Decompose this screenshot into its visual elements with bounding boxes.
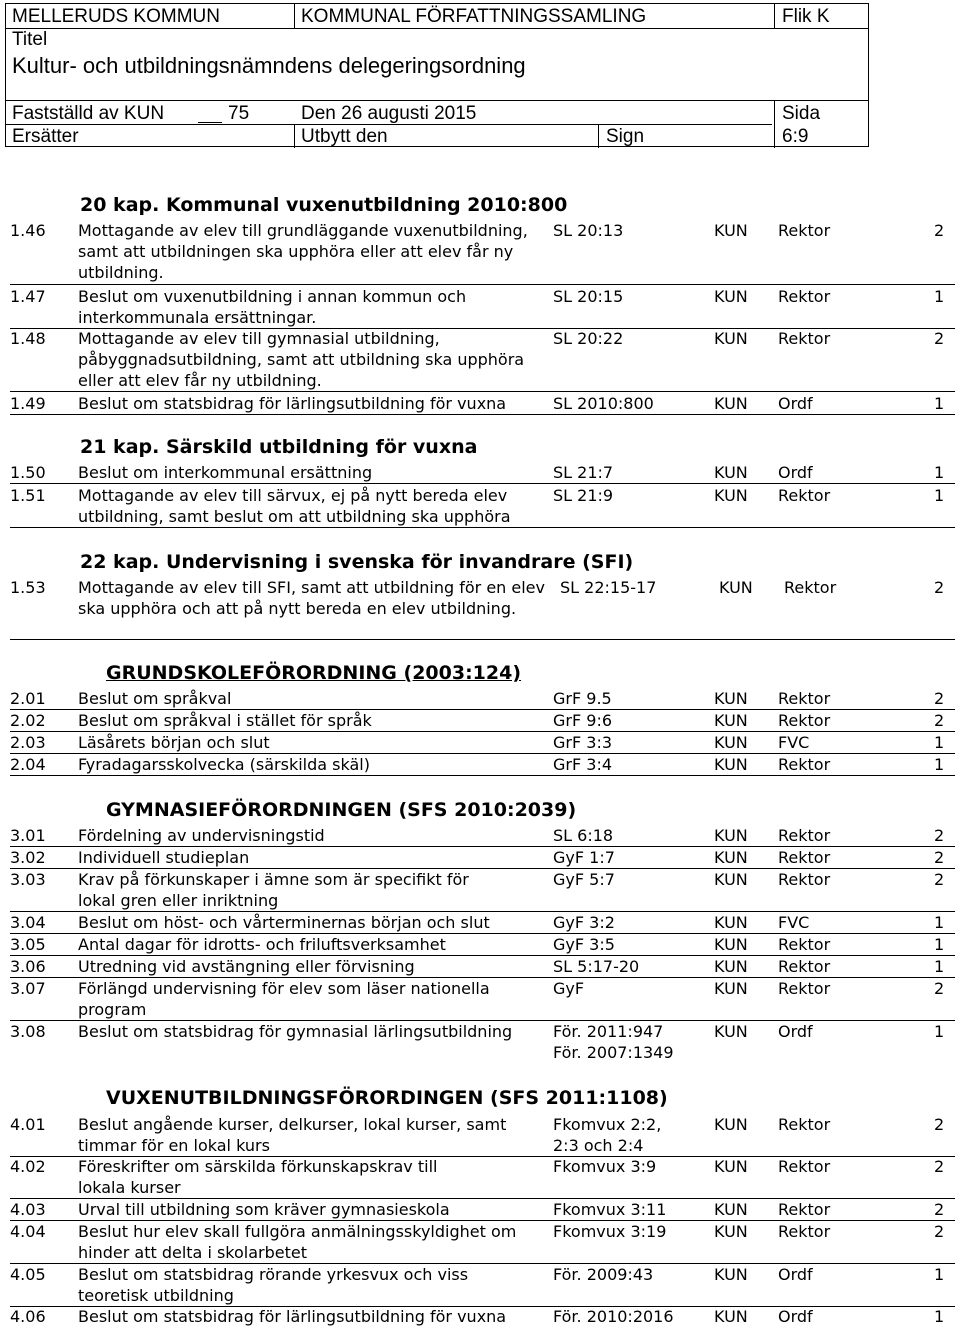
- item-number: 4.03: [10, 1200, 46, 1219]
- item-description: Utredning vid avstängning eller förvisning: [78, 957, 415, 976]
- item-reference: För. 2011:947 För. 2007:1349: [553, 1022, 674, 1062]
- item-level: 2: [934, 689, 945, 708]
- item-body: KUN: [714, 1115, 748, 1134]
- table-row: [10, 912, 955, 934]
- item-description: Beslut om statsbidrag för gymnasial lärlingsutbildning: [78, 1022, 513, 1041]
- item-body: KUN: [714, 689, 748, 708]
- item-reference: För. 2009:43: [553, 1265, 654, 1284]
- item-delegate: Rektor: [778, 979, 831, 998]
- table-row: [10, 286, 955, 329]
- item-reference: SL 21:7: [553, 463, 614, 482]
- item-number: 2.03: [10, 733, 46, 752]
- table-row: [10, 934, 955, 956]
- item-body: KUN: [714, 221, 748, 240]
- item-reference: SL 20:13: [553, 221, 624, 240]
- item-description: Förlängd undervisning för elev som läser nationella program: [78, 979, 490, 1019]
- item-level: 2: [934, 1222, 945, 1241]
- item-delegate: Ordf: [778, 394, 813, 413]
- item-body: KUN: [714, 1307, 748, 1326]
- item-number: 1.49: [10, 394, 46, 413]
- item-number: 3.07: [10, 979, 46, 998]
- table-row: [10, 956, 955, 978]
- item-delegate: Rektor: [778, 957, 831, 976]
- item-delegate: Ordf: [778, 1307, 813, 1326]
- item-body: KUN: [714, 848, 748, 867]
- item-number: 1.48: [10, 329, 46, 348]
- item-delegate: Rektor: [778, 1157, 831, 1176]
- table-row: [10, 462, 955, 484]
- item-number: 1.51: [10, 486, 46, 505]
- item-reference: Fkomvux 3:19: [553, 1222, 667, 1241]
- table-row: [10, 393, 955, 415]
- item-level: 2: [934, 870, 945, 889]
- table-row: [10, 710, 955, 732]
- item-level: 2: [934, 221, 945, 240]
- item-description: Individuell studieplan: [78, 848, 250, 867]
- document-header: [5, 3, 869, 147]
- item-number: 4.01: [10, 1115, 46, 1134]
- item-delegate: Rektor: [778, 1115, 831, 1134]
- item-level: 1: [934, 1307, 945, 1326]
- table-row: [10, 825, 955, 847]
- item-description: Beslut angående kurser, delkurser, lokal kurser, samt timmar för en lokal kurs: [78, 1115, 507, 1155]
- tab-label: Flik K: [782, 6, 830, 27]
- item-delegate: Rektor: [778, 221, 831, 240]
- item-body: KUN: [714, 329, 748, 348]
- item-reference: SL 20:22: [553, 329, 624, 348]
- item-delegate: Ordf: [778, 1022, 813, 1041]
- table-row: [10, 1221, 955, 1264]
- item-number: 1.53: [10, 578, 46, 597]
- replaces-label: Ersätter: [12, 126, 79, 147]
- item-description: Beslut hur elev skall fullgöra anmälningsskyldighet om hinder att delta i skolarbetet: [78, 1222, 517, 1262]
- section-heading: GRUNDSKOLEFÖRORDNING (2003:124): [106, 662, 522, 684]
- item-body: KUN: [714, 979, 748, 998]
- item-description: Mottagande av elev till särvux, ej på nytt bereda elev utbildning, samt beslut om att utbildning ska upphöra: [78, 486, 511, 526]
- item-level: 2: [934, 826, 945, 845]
- item-delegate: FVC: [778, 913, 810, 932]
- item-delegate: Rektor: [778, 848, 831, 867]
- table-row: [10, 1021, 955, 1063]
- table-row: [10, 847, 955, 869]
- page-label: Sida: [782, 103, 821, 124]
- item-delegate: Ordf: [778, 1265, 813, 1284]
- item-description: Fördelning av undervisningstid: [78, 826, 325, 845]
- item-level: 1: [934, 1265, 945, 1284]
- item-body: KUN: [714, 1265, 748, 1284]
- item-number: 3.04: [10, 913, 46, 932]
- replaced-date-label: Utbytt den: [301, 126, 388, 147]
- section-heading: VUXENUTBILDNINGSFÖRORDINGEN (SFS 2011:1108): [106, 1087, 668, 1109]
- item-reference: GyF 3:5: [553, 935, 615, 954]
- title-label: Titel: [12, 29, 48, 50]
- table-row: [10, 732, 955, 754]
- item-description: Beslut om vuxenutbildning i annan kommun och interkommunala ersättningar.: [78, 287, 467, 327]
- item-description: Föreskrifter om särskilda förkunskapskrav till lokala kurser: [78, 1157, 438, 1197]
- item-number: 3.05: [10, 935, 46, 954]
- table-row: [10, 1156, 955, 1199]
- item-number: 3.02: [10, 848, 46, 867]
- table-row: [10, 754, 955, 776]
- item-reference: GyF 1:7: [553, 848, 615, 867]
- item-level: 2: [934, 979, 945, 998]
- paragraph-number: 75: [228, 103, 250, 124]
- item-level: 1: [934, 913, 945, 932]
- item-level: 1: [934, 733, 945, 752]
- item-reference: GrF 9.5: [553, 689, 612, 708]
- item-body: KUN: [714, 755, 748, 774]
- item-reference: GrF 9:6: [553, 711, 613, 730]
- item-body: KUN: [714, 733, 748, 752]
- item-reference: Fkomvux 3:11: [553, 1200, 667, 1219]
- item-reference: GyF 5:7: [553, 870, 615, 889]
- item-reference: SL 22:15-17: [560, 578, 657, 597]
- item-description: Beslut om höst- och vårterminernas början och slut: [78, 913, 490, 932]
- item-delegate: Rektor: [778, 711, 831, 730]
- item-description: Beslut om språkval: [78, 689, 232, 708]
- item-delegate: Rektor: [778, 935, 831, 954]
- item-number: 2.04: [10, 755, 46, 774]
- item-description: Fyradagarsskolvecka (särskilda skäl): [78, 755, 370, 774]
- municipality-name: MELLERUDS KOMMUN: [12, 6, 220, 27]
- item-delegate: Rektor: [778, 287, 831, 306]
- item-delegate: Rektor: [778, 486, 831, 505]
- item-reference: SL 2010:800: [553, 394, 654, 413]
- item-delegate: Rektor: [778, 755, 831, 774]
- item-reference: Fkomvux 3:9: [553, 1157, 657, 1176]
- item-level: 1: [934, 755, 945, 774]
- item-level: 1: [934, 1022, 945, 1041]
- item-body: KUN: [714, 870, 748, 889]
- table-row: [10, 328, 955, 392]
- item-number: 4.05: [10, 1265, 46, 1284]
- item-level: 2: [934, 711, 945, 730]
- item-body: KUN: [714, 935, 748, 954]
- item-body: KUN: [714, 287, 748, 306]
- item-description: Beslut om statsbidrag rörande yrkesvux och viss teoretisk utbildning: [78, 1265, 469, 1305]
- item-body: KUN: [714, 1157, 748, 1176]
- item-number: 2.01: [10, 689, 46, 708]
- item-number: 3.08: [10, 1022, 46, 1041]
- item-level: 1: [934, 957, 945, 976]
- item-number: 4.04: [10, 1222, 46, 1241]
- item-number: 4.02: [10, 1157, 46, 1176]
- item-delegate: FVC: [778, 733, 810, 752]
- section-heading: GYMNASIEFÖRORDNINGEN (SFS 2010:2039): [106, 799, 577, 821]
- item-level: 2: [934, 578, 945, 597]
- item-reference: SL 6:18: [553, 826, 614, 845]
- item-reference: SL 21:9: [553, 486, 614, 505]
- item-delegate: Rektor: [778, 870, 831, 889]
- item-level: 2: [934, 1157, 945, 1176]
- item-reference: GrF 3:3: [553, 733, 613, 752]
- item-delegate: Rektor: [778, 826, 831, 845]
- item-description: Mottagande av elev till grundläggande vuxenutbildning, samt att utbildningen ska upphöra eller att elev får ny utbildning.: [78, 221, 528, 282]
- table-row: [10, 1264, 955, 1307]
- item-body: KUN: [714, 913, 748, 932]
- item-delegate: Rektor: [784, 578, 837, 597]
- table-row: [10, 869, 955, 912]
- adopted-date: Den 26 augusti 2015: [301, 103, 477, 124]
- item-delegate: Rektor: [778, 1222, 831, 1241]
- item-body: KUN: [714, 1022, 748, 1041]
- item-level: 2: [934, 848, 945, 867]
- item-reference: Fkomvux 2:2, 2:3 och 2:4: [553, 1115, 662, 1155]
- item-description: Beslut om interkommunal ersättning: [78, 463, 373, 482]
- item-number: 1.47: [10, 287, 46, 306]
- item-description: Beslut om språkval i stället för språk: [78, 711, 372, 730]
- item-level: 2: [934, 1200, 945, 1219]
- item-reference: GrF 3:4: [553, 755, 613, 774]
- item-level: 1: [934, 486, 945, 505]
- item-body: KUN: [714, 394, 748, 413]
- item-body: KUN: [714, 486, 748, 505]
- item-delegate: Rektor: [778, 689, 831, 708]
- item-delegate: Rektor: [778, 329, 831, 348]
- item-number: 3.03: [10, 870, 46, 889]
- item-number: 3.01: [10, 826, 46, 845]
- item-level: 1: [934, 463, 945, 482]
- table-row: [10, 978, 955, 1021]
- table-row: [10, 577, 955, 640]
- item-description: Antal dagar för idrotts- och friluftsverksamhet: [78, 935, 446, 954]
- item-description: Beslut om statsbidrag för lärlingsutbildning för vuxna: [78, 1307, 507, 1326]
- item-body: KUN: [714, 711, 748, 730]
- table-row: [10, 485, 955, 528]
- item-delegate: Ordf: [778, 463, 813, 482]
- section-heading: 20 kap. Kommunal vuxenutbildning 2010:800: [80, 194, 568, 216]
- item-body: KUN: [714, 1222, 748, 1241]
- item-body: KUN: [714, 1200, 748, 1219]
- item-level: 1: [934, 287, 945, 306]
- table-row: [10, 1114, 955, 1157]
- item-description: Beslut om statsbidrag för lärlingsutbildning för vuxna: [78, 394, 507, 413]
- item-description: Mottagande av elev till SFI, samt att utbildning för en elev ska upphöra och att på nytt bereda en elev utbildning.: [78, 578, 545, 618]
- item-description: Krav på förkunskaper i ämne som är specifikt för lokal gren eller inriktning: [78, 870, 469, 910]
- item-body: KUN: [719, 578, 753, 597]
- item-number: 4.06: [10, 1307, 46, 1326]
- item-level: 1: [934, 394, 945, 413]
- section-heading: 22 kap. Undervisning i svenska för invandrare (SFI): [80, 551, 634, 573]
- table-row: [10, 1199, 955, 1221]
- table-row: [10, 220, 955, 285]
- collection-name: KOMMUNAL FÖRFATTNINGSSAMLING: [301, 6, 647, 27]
- item-number: 1.46: [10, 221, 46, 240]
- document-title: Kultur- och utbildningsnämndens delegeringsordning: [12, 53, 526, 78]
- item-level: 2: [934, 1115, 945, 1134]
- item-delegate: Rektor: [778, 1200, 831, 1219]
- item-number: 2.02: [10, 711, 46, 730]
- item-body: KUN: [714, 957, 748, 976]
- item-level: 1: [934, 935, 945, 954]
- item-body: KUN: [714, 463, 748, 482]
- item-reference: SL 20:15: [553, 287, 624, 306]
- item-description: Urval till utbildning som kräver gymnasieskola: [78, 1200, 450, 1219]
- item-description: Mottagande av elev till gymnasial utbildning, påbyggnadsutbildning, samt att utbildning ska upphöra eller att elev får ny utbildning.: [78, 329, 525, 390]
- sign-label: Sign: [606, 126, 645, 147]
- item-body: KUN: [714, 826, 748, 845]
- item-reference: För. 2010:2016: [553, 1307, 674, 1326]
- item-reference: SL 5:17-20: [553, 957, 640, 976]
- item-level: 2: [934, 329, 945, 348]
- table-row: [10, 688, 955, 710]
- section-heading: 21 kap. Särskild utbildning för vuxna: [80, 436, 478, 458]
- adopted-label: Fastställd av KUN: [12, 103, 165, 124]
- item-reference: GyF: [553, 979, 585, 998]
- item-description: Läsårets början och slut: [78, 733, 270, 752]
- item-number: 1.50: [10, 463, 46, 482]
- page-number: 6:9: [782, 126, 809, 147]
- item-reference: GyF 3:2: [553, 913, 615, 932]
- table-row: [10, 1306, 955, 1327]
- item-number: 3.06: [10, 957, 46, 976]
